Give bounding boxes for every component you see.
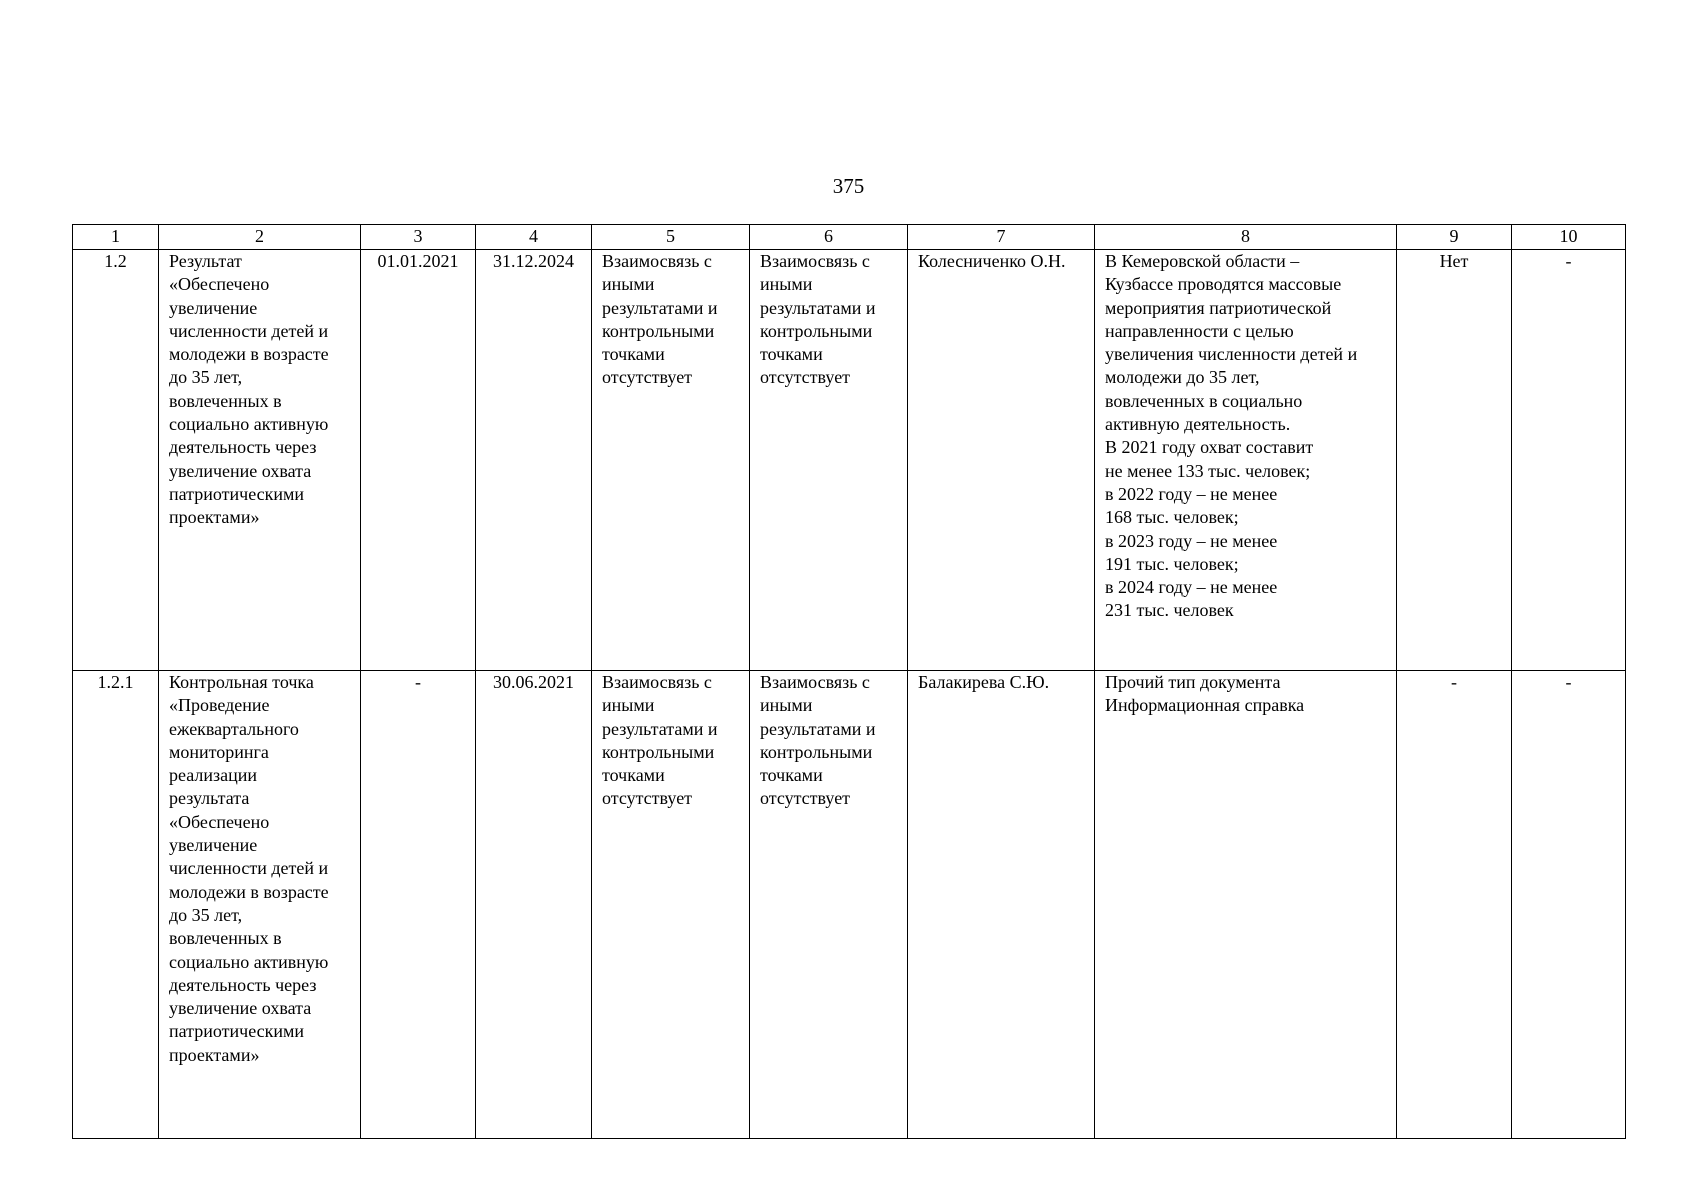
relationship-cell: Взаимосвязь с иными результатами и контрольными точками отсутствует	[750, 671, 908, 1139]
responsible-person: Балакирева С.Ю.	[908, 671, 1095, 1139]
column-9-value: -	[1397, 671, 1512, 1139]
relationship-cell: Взаимосвязь с иными результатами и контрольными точками отсутствует	[592, 250, 750, 671]
column-header: 3	[361, 225, 476, 250]
event-name: Результат «Обеспечено увеличение численности детей и молодежи в возрасте до 35 лет, вовлеченных в социально активную деятельность через увеличение охвата патриотическими проектами»	[159, 250, 361, 671]
column-header: 4	[476, 225, 592, 250]
column-header: 10	[1512, 225, 1626, 250]
table-row	[73, 671, 1626, 1139]
plan-table	[72, 224, 1626, 1139]
column-header: 8	[1095, 225, 1397, 250]
event-name: Контрольная точка «Проведение ежеквартального мониторинга реализации результата «Обеспечено увеличение численности детей и молодежи в возрасте до 35 лет, вовлеченных в социально активную деятельность через увеличение охвата патриотическими проектами»	[159, 671, 361, 1139]
end-date: 30.06.2021	[476, 671, 592, 1139]
result-description: Прочий тип документа Информационная справка	[1095, 671, 1397, 1139]
header-row	[73, 225, 1626, 250]
table-row	[73, 250, 1626, 671]
column-9-value: Нет	[1397, 250, 1512, 671]
responsible-person: Колесниченко О.Н.	[908, 250, 1095, 671]
start-date: -	[361, 671, 476, 1139]
row-number: 1.2	[73, 250, 159, 671]
column-header: 2	[159, 225, 361, 250]
column-10-value: -	[1512, 250, 1626, 671]
end-date: 31.12.2024	[476, 250, 592, 671]
relationship-cell: Взаимосвязь с иными результатами и контрольными точками отсутствует	[750, 250, 908, 671]
column-header: 9	[1397, 225, 1512, 250]
column-header: 5	[592, 225, 750, 250]
start-date: 01.01.2021	[361, 250, 476, 671]
column-header: 1	[73, 225, 159, 250]
page-number: 375	[832, 174, 865, 198]
row-number: 1.2.1	[73, 671, 159, 1139]
column-10-value: -	[1512, 671, 1626, 1139]
relationship-cell: Взаимосвязь с иными результатами и контрольными точками отсутствует	[592, 671, 750, 1139]
column-header: 7	[908, 225, 1095, 250]
column-header: 6	[750, 225, 908, 250]
result-description: В Кемеровской области – Кузбассе проводятся массовые мероприятия патриотической направленности с целью увеличения численности детей и молодежи до 35 лет, вовлеченных в социально активную деятельность. В 2021 году охват составит не менее 133 тыс. человек; в 2022 году – не менее 168 тыс. человек; в 2023 году – не менее 191 тыс. человек; в 2024 году – не менее 231 тыс. человек	[1095, 250, 1397, 671]
